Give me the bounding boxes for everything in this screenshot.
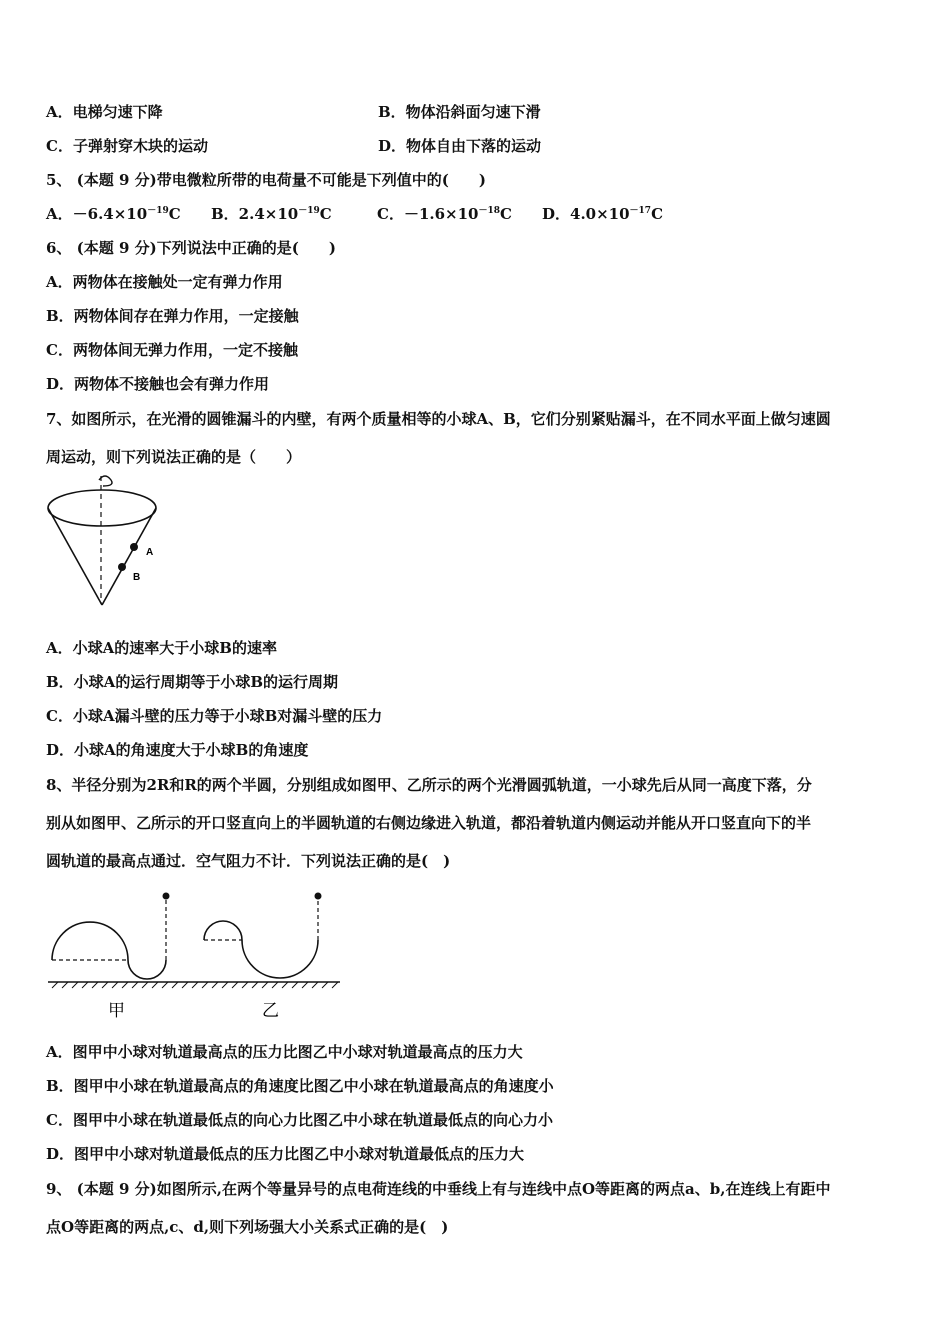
q8-option-c: C．图甲中小球在轨道最低点的向心力比图乙中小球在轨道最低点的向心力小: [46, 1111, 553, 1129]
q4-option-d: D．物体自由下落的运动: [378, 137, 542, 155]
q7-option-a: A．小球A的速率大于小球B的速率: [46, 639, 277, 657]
q9-stem-line2: 点O等距离的两点,c、d,则下列场强大小关系式正确的是( ): [46, 1218, 449, 1236]
q7-option-b: B．小球A的运行周期等于小球B的运行周期: [46, 673, 338, 691]
q6-stem: 6、 (本题 9 分)下列说法中正确的是( ): [46, 239, 336, 257]
semicircle-tracks-figure: [44, 882, 354, 1022]
cone-funnel-figure: [44, 472, 174, 612]
q6-option-b: B．两物体间存在弹力作用，一定接触: [46, 307, 299, 325]
ball-yi: [315, 893, 322, 900]
q5-option-d: D．$4.0\times 10^{-17}C$: [542, 205, 664, 223]
ball-a: [130, 543, 138, 551]
q6-option-c: C．两物体间无弹力作用，一定不接触: [46, 341, 298, 359]
q7-option-d: D．小球A的角速度大于小球B的角速度: [46, 741, 309, 759]
q4-option-b: B．物体沿斜面匀速下滑: [378, 103, 541, 121]
ball-jia: [163, 893, 170, 900]
q7-stem-line2: 周运动，则下列说法正确的是（ ）: [46, 448, 302, 466]
q4-option-c: C．子弹射穿木块的运动: [46, 137, 208, 155]
q5-stem: 5、 (本题 9 分)带电微粒所带的电荷量不可能是下列值中的( ): [46, 171, 486, 189]
q8-stem-line3: 圆轨道的最高点通过．空气阻力不计．下列说法正确的是( ): [46, 852, 451, 870]
q5-option-c: C．$-1.6\times 10^{-18}C$: [377, 205, 512, 223]
label-jia: 甲: [108, 1001, 125, 1021]
ball-b: [118, 563, 126, 571]
q5-option-a: A．$-6.4\times 10^{-19}C$: [46, 205, 181, 223]
q8-stem-line1: 8、半径分别为2R和R的两个半圆，分别组成如图甲、乙所示的两个光滑圆弧轨道，一小球先后从同一高度下落，分: [46, 776, 812, 794]
label-b: B: [133, 572, 141, 583]
q8-option-a: A．图甲中小球对轨道最高点的压力比图乙中小球对轨道最高点的压力大: [46, 1043, 523, 1061]
q6-option-d: D．两物体不接触也会有弹力作用: [46, 375, 270, 393]
q8-stem-line2: 别从如图甲、乙所示的开口竖直向上的半圆轨道的右侧边缘进入轨道，都沿着轨道内侧运动并能从开口竖直向下的半: [46, 814, 812, 832]
q6-option-a: A．两物体在接触处一定有弹力作用: [46, 273, 283, 291]
label-yi: 乙: [262, 1001, 279, 1021]
q4-option-a: A．电梯匀速下降: [46, 103, 163, 121]
q8-option-b: B．图甲中小球在轨道最高点的角速度比图乙中小球在轨道最高点的角速度小: [46, 1077, 554, 1095]
q8-option-d: D．图甲中小球对轨道最低点的压力比图乙中小球对轨道最低点的压力大: [46, 1145, 525, 1163]
q7-option-c: C．小球A漏斗壁的压力等于小球B对漏斗壁的压力: [46, 707, 383, 725]
q7-stem-line1: 7、如图所示，在光滑的圆锥漏斗的内壁，有两个质量相等的小球A、B，它们分别紧贴漏斗，在不同水平面上做匀速圆: [46, 410, 831, 428]
q5-option-b: B．$2.4\times 10^{-19}C$: [211, 205, 332, 223]
q9-stem-line1: 9、 (本题 9 分)如图所示,在两个等量异号的点电荷连线的中垂线上有与连线中点O等距离的两点a、b,在连线上有距中: [46, 1180, 831, 1198]
label-a: A: [146, 547, 154, 558]
